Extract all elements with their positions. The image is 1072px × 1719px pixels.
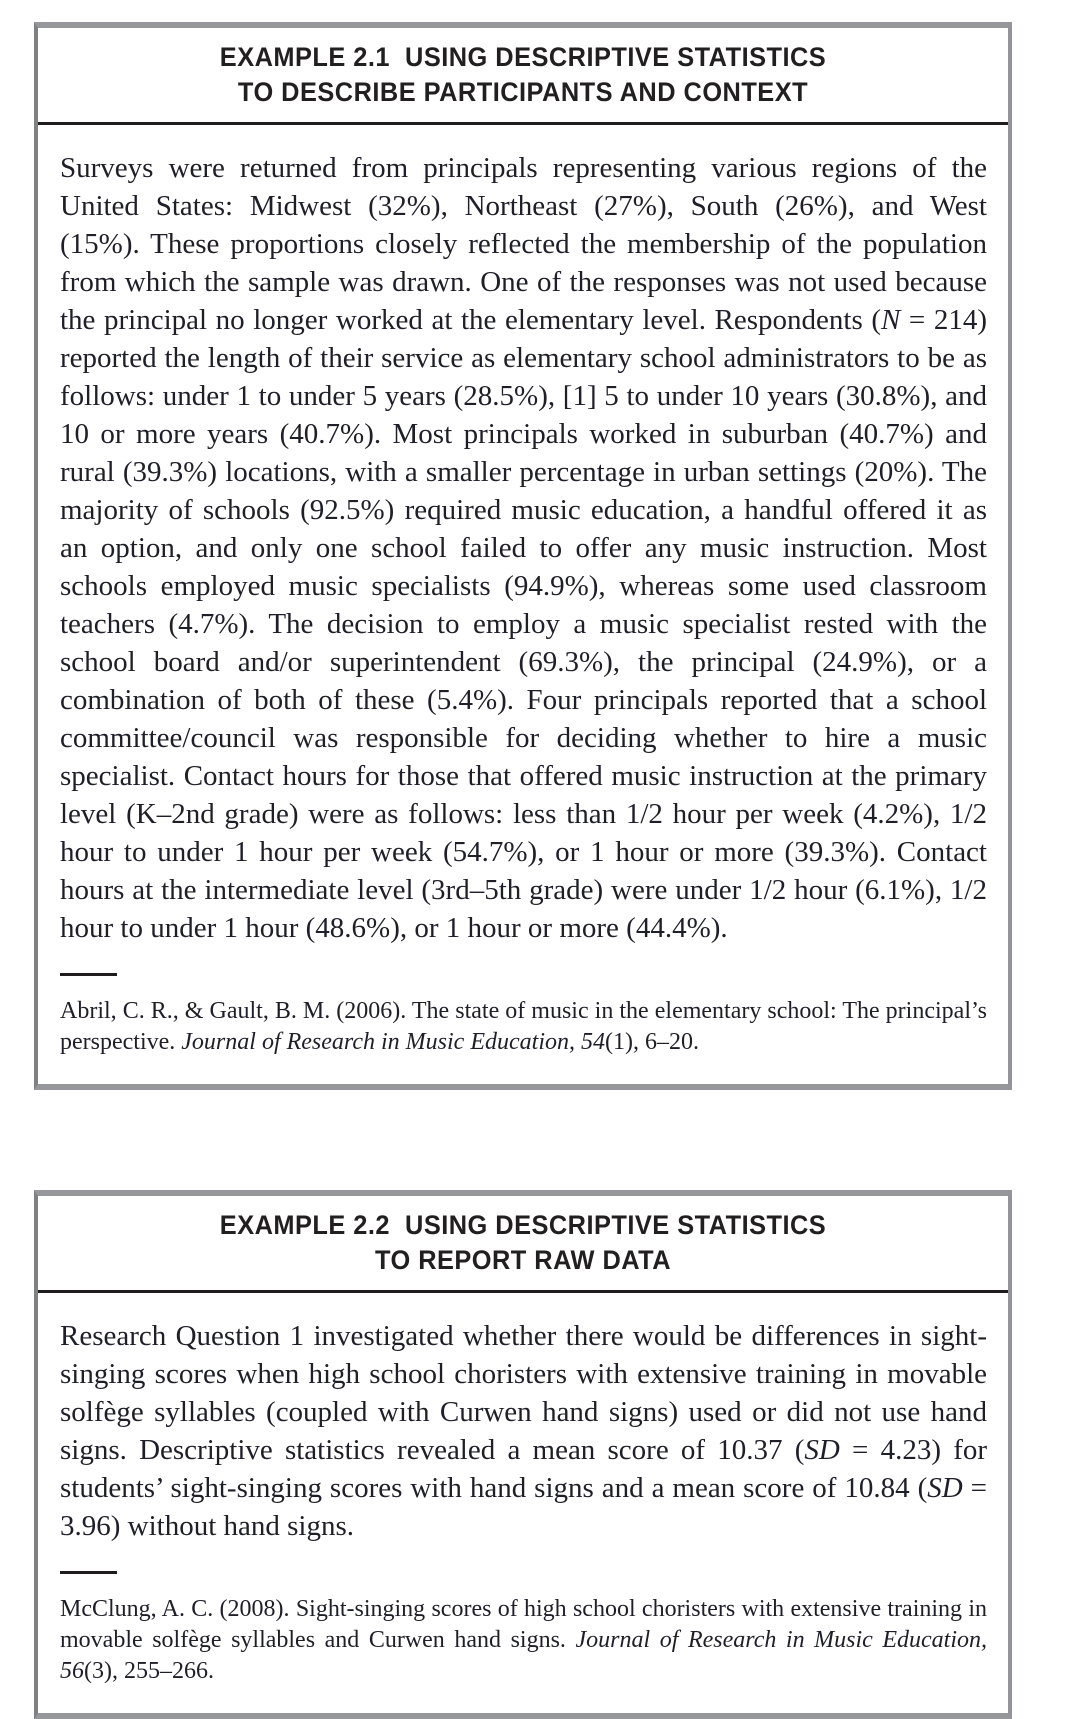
citation-journal-italic: Journal of Research in Music Education, 54 [181, 1029, 605, 1055]
example-box-2-2 [34, 1190, 1012, 1719]
example-2-2-paragraph [60, 1317, 987, 1545]
body-text-segment: = 214) reported the length of their service as elementary school administrators to be as follows: under 1 to under 5 years (28.5%), [1] 5 to under 10 years (30.8%), and 10 or more years (40.7%). Most principals worked in suburban (40.7%) and rural (39.3%) locations, with a smaller percentage in urban settings (20%). The majority of schools (92.5%) required music education, a handful offered it as an option, and only one school failed to offer any music instruction. Most schools employed music specialists (94.9%), whereas some used classroom teachers (4.7%). The decision to employ a music specialist rested with the school board and/or superintendent (69.3%), the principal (24.9%), or a combination of both of these (5.4%). Four principals reported that a school committee/council was responsible for deciding whether to hire a music specialist. Contact hours for those that offered music instruction at the primary level (K–2nd grade) were as follows: less than 1/2 hour per week (4.2%), 1/2 hour to under 1 hour per week (54.7%), or 1 hour or more (39.3%). Contact hours at the intermediate level (3rd–5th grade) were under 1/2 hour (6.1%), 1/2 hour to under 1 hour (48.6%), or 1 hour or more (44.4%). [60, 304, 987, 944]
body-italic-segment: SD [927, 1472, 963, 1504]
footnote-divider [60, 973, 117, 976]
citation-journal-italic: Journal of Research in Music Education, 56 [60, 1627, 988, 1684]
body-italic-segment: SD [804, 1434, 840, 1466]
body-text-segment: Research Question 1 investigated whether there would be differences in sight-singing scores when high school choristers with extensive training in movable solfège syllables (coupled with Curwen hand signs) used or did not use hand signs. Descriptive statistics revealed a mean score of 10.37 ( [60, 1320, 987, 1466]
example-2-1-paragraph [60, 149, 987, 947]
example-2-1-body [38, 125, 1008, 1084]
body-text-segment: Surveys were returned from principals representing various regions of the United States: Midwest (32%), Northeast (27%), South (26%), and West (15%). These proportions closely reflected the membership of the population from which the sample was drawn. One of the responses was not used because the principal no longer worked at the elementary level. Respondents ( [60, 152, 987, 336]
example-2-2-citation [60, 1594, 987, 1687]
body-text-segment: = 3.96) without hand signs. [60, 1472, 988, 1542]
citation-text-segment: Abril, C. R., & Gault, B. M. (2006). The state of music in the elementary school: The principal’s perspective. [60, 998, 987, 1055]
citation-text-segment: (3), 255–266. [84, 1658, 214, 1684]
example-2-1-citation [60, 996, 987, 1058]
citation-text-segment: (1), 6–20. [604, 1029, 699, 1055]
example-2-1-header [38, 28, 1008, 125]
body-text-segment: = 4.23) for students’ sight-singing scores with hand signs and a mean score of 10.84 ( [60, 1434, 988, 1504]
example-2-1-title-line-2: TO DESCRIBE PARTICIPANTS AND CONTEXT [237, 77, 809, 107]
example-box-2-1 [34, 22, 1012, 1090]
example-2-2-title-line-2: TO REPORT RAW DATA [374, 1245, 672, 1275]
footnote-divider [60, 1571, 117, 1574]
example-2-2-body [38, 1293, 1008, 1713]
example-2-2-header [38, 1196, 1008, 1293]
citation-text-segment: McClung, A. C. (2008). Sight-singing scores of high school choristers with extensive training in movable solfège syllables and Curwen hand signs. [60, 1596, 987, 1653]
body-italic-segment: N [880, 304, 901, 336]
example-2-1-title-line-1: EXAMPLE 2.1 USING DESCRIPTIVE STATISTICS [219, 42, 827, 72]
example-2-2-title-line-1: EXAMPLE 2.2 USING DESCRIPTIVE STATISTICS [219, 1210, 827, 1240]
